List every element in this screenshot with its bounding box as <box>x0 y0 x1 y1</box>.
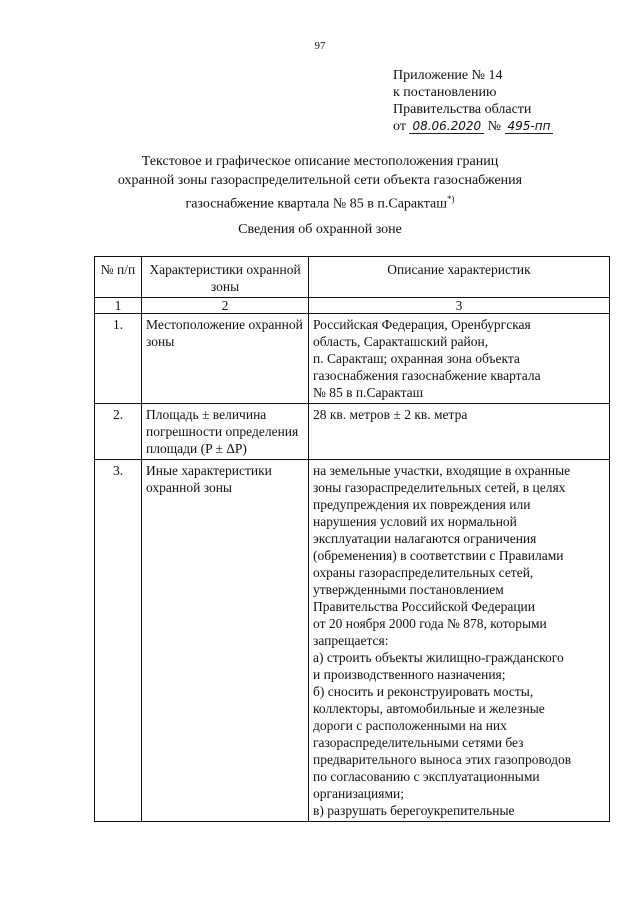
description-line: утвержденными постановлением <box>313 582 504 597</box>
number-prefix: № <box>487 119 502 134</box>
row-number: 3. <box>95 460 142 822</box>
description-line: запрещается: <box>313 633 389 648</box>
table-row <box>95 314 610 404</box>
description-line: в) разрушать берегоукрепительные <box>313 803 515 818</box>
appendix-date-line <box>393 118 553 135</box>
row-characteristic: Местоположение охранной зоны <box>142 314 309 404</box>
section-title: Сведения об охранной зоне <box>238 222 402 237</box>
handwritten-number: 495-пп <box>505 119 554 134</box>
description-line: 28 кв. метров ± 2 кв. метра <box>313 407 468 422</box>
title-line-2: охранной зоны газораспределительной сети объекта газоснабжения <box>117 173 523 188</box>
description-line: и производственного назначения; <box>313 667 506 682</box>
description-line: по согласованию с эксплуатационными <box>313 769 540 784</box>
table-row <box>95 404 610 460</box>
description-line: зоны газораспределительных сетей, в целях <box>313 480 566 495</box>
description-line: область, Саракташский район, <box>313 334 489 349</box>
description-line: газоснабжения газоснабжение квартала <box>313 368 541 383</box>
header-num: № п/п <box>95 257 142 298</box>
appendix-line-1: Приложение № 14 <box>393 68 503 83</box>
description-line: п. Саракташ; охранная зона объекта <box>313 351 520 366</box>
description-line: предварительного выноса этих газопроводов <box>313 752 572 767</box>
description-line: эксплуатации налагаются ограничения <box>313 531 537 546</box>
description-line: коллекторы, автомобильные и железные <box>313 701 545 716</box>
description-line: предупреждения их повреждения или <box>313 497 531 512</box>
description-line: (обременения) в соответствии с Правилами <box>313 548 564 563</box>
description-line: на земельные участки, входящие в охранные <box>313 463 571 478</box>
row-description <box>309 314 610 404</box>
description-line: Правительства Российской Федерации <box>313 599 535 614</box>
description-line: Российская Федерация, Оренбургская <box>313 317 531 332</box>
appendix-line-3: Правительства области <box>393 102 532 117</box>
column-number-row <box>95 298 610 314</box>
header-description: Описание характеристик <box>309 257 610 298</box>
row-description <box>309 404 610 460</box>
appendix-block <box>393 67 553 135</box>
date-prefix: от <box>393 119 406 134</box>
column-number: 2 <box>142 298 309 314</box>
appendix-line-2: к постановлению <box>393 85 497 100</box>
title-line-1: Текстовое и графическое описание местоположения границ <box>141 154 499 169</box>
row-number: 2. <box>95 404 142 460</box>
description-line: газораспределительными сетями без <box>313 735 524 750</box>
row-description <box>309 460 610 822</box>
column-number: 3 <box>309 298 610 314</box>
row-characteristic: Площадь ± величина погрешности определения площади (P ± ΔP) <box>142 404 309 460</box>
title-line-3-text: газоснабжение квартала № 85 в п.Саракташ <box>185 196 448 212</box>
description-line: нарушения условий их нормальной <box>313 514 517 529</box>
column-number: 1 <box>95 298 142 314</box>
description-line: от 20 ноября 2000 года № 878, которыми <box>313 616 547 631</box>
description-line: а) строить объекты жилищно-гражданского <box>313 650 564 665</box>
table-row <box>95 460 610 822</box>
description-line: организациями; <box>313 786 404 801</box>
description-line: охраны газораспределительных сетей, <box>313 565 534 580</box>
row-number: 1. <box>95 314 142 404</box>
handwritten-date: 08.06.2020 <box>409 119 484 134</box>
footnote-mark: *) <box>447 194 455 204</box>
row-characteristic: Иные характеристики охранной зоны <box>142 460 309 822</box>
protection-zone-table <box>94 256 610 822</box>
document-title <box>0 152 640 214</box>
header-characteristics: Характеристики охранной зоны <box>142 257 309 298</box>
title-line-3 <box>0 190 640 214</box>
page-number: 97 <box>314 40 326 52</box>
description-line: дороги с расположенными на них <box>313 718 507 733</box>
description-line: № 85 в п.Саракташ <box>313 385 424 400</box>
table-header-row <box>95 257 610 298</box>
description-line: б) сносить и реконструировать мосты, <box>313 684 534 699</box>
